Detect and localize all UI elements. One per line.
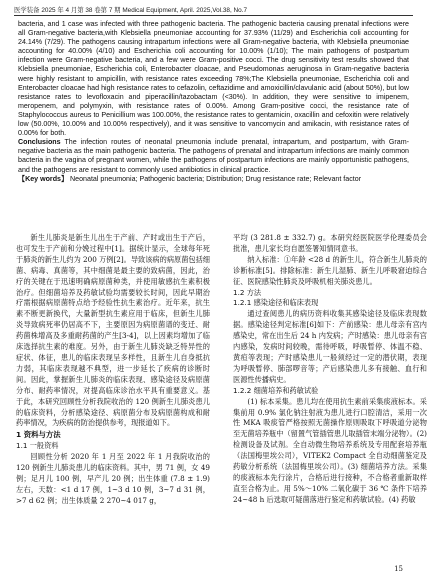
section-heading-materials-methods: 1 资料与方法 <box>16 430 61 440</box>
abstract-conclusions <box>18 138 409 174</box>
conclusions-label: Conclusions <box>18 138 61 147</box>
header-divider <box>14 15 413 16</box>
right-column <box>233 233 427 563</box>
infection-routes-paragraph: 通过查阅患儿的病历资料收集其感染途径及临床表现数据。感染途径判定标准[6]如下：产前感染：患儿母亲有宫内感染史，常在出生后 24 h 内发病；产时感染：患儿母亲有宫内感染，发病时间较晚，需待呼吸，呼吸暂停、体温不稳、黄疸等表现；产时感染患儿一般须经过一定的潜伏期，表现为呼吸暂停、肺部啰音等；产后感染患儿多有接触、血行和医源性传播病史。 <box>233 309 427 384</box>
english-abstract <box>18 20 409 184</box>
body-columns <box>14 233 427 563</box>
intro-paragraph: 新生儿肺炎是新生儿出生于产前、产时或出生于产后，也可发生于产前和分娩过程中[1]。据统计显示，全球每年死于肺炎的新生儿约为 200 万例[2]。导致该病的病原菌包括细菌、病毒、真菌等，其中细菌是最主要的致病菌，因此，治疗的关键在于迅速明确病原菌种类，并使用敏感抗生素积极治疗。但细菌培养及药敏试验均需要较长时间，因此早期治疗需根据病原菌特点给予经验性抗生素治疗。近年来，抗生素不断更新换代，大量新型抗生素应用于临床，但新生儿肺炎导致病死率仍居高不下，主要原因为病原菌谱的变迁、耐药菌株增高及多重耐药菌的产生[3-4]，以上因素均增加了临床选择抗生素的难度。另外，由于新生儿肺炎缺乏特异性的症状、体征，患儿的临床表现呈多样性，且新生儿自身抵抗力弱，其临床表现越不典型，进一步延长了疾病的诊断时间。因此，掌握新生儿肺炎的临床表现、感染途径及病原菌分布、耐药率情况，对提高临床诊治水平具有重要意义。基于此，本研究回顾性分析我院收治的 120 例新生儿肺炎患儿的临床资料，分析感染途径、病原菌分布及病原菌构成和耐药率情况，为疾病的防治提供参考，现报道如下。 <box>16 233 210 428</box>
conclusions-text: The infection routes of neonatal pneumonia include prenatal, intrapartum, and postpartum, with Gram-negative bacteria as the main pathogenic bacteria. The pathogens of prenatal and intrapartum infections are mainly common bacteria in the vagina of pregnant women, while the pathogens of postpartum infections are mainly opportunistic pathogens, and the pathogens are resistant to commonly used antibiotics in clinical practice. <box>18 138 409 174</box>
left-column <box>16 233 210 563</box>
culture-paragraph: (1) 标本采集。患儿均在使用抗生素前采集痰液标本。采集前用 0.9% 氯化钠注射液为患儿进行口腔清洁，采用一次性 MKA 吸痰管严格按照无菌操作原则吸取下呼吸道分泌物至无菌培养瓶中（留置气管插管患儿取插管末端分泌物）。(2) 检测设备及试剂。全自动微生物培养系统及专用配套培养瓶（法国梅里埃公司），VITEK2 Compact 全自动细菌鉴定及药敏分析系统（法国梅里埃公司）。(3) 细菌培养方法。采集的痰液标本先行涂片，合格后进行接种，不合格者重新取样直至合格为止。用 5%～10% 二氧化碳于 36 ℃ 条件下培养 24~48 h 后选取可疑菌落进行鉴定和药敏试验。(4) 药敏 <box>233 396 427 504</box>
abstract-keywords <box>18 175 409 184</box>
general-data-paragraph: 回顾性分析 2020 年 1 月至 2022 年 1 月我院收治的 120 例新生儿肺炎患儿的临床资料。其中，男 71 例，女 49 例；足月儿 100 例，早产儿 20 例；出生体重 (7.8 ± 1.9) 左右，天数：<1 d 17 例，1~3 d 10 例，3~7 d 31 例，>7 d 62 例；出生体质量 2 270~4 017 g， <box>16 452 210 505</box>
subsubsection-heading-infection-routes: 1.2.1 感染途径和临床表现 <box>233 298 319 308</box>
subsubsection-heading-culture: 1.2.2 细菌培养和药敏试验 <box>233 385 319 395</box>
general-data-continued: 平均 (3 281.8 ± 332.7) g。本研究经医院医学伦理委员会批准，患儿家长均自愿签署知情同意书。 <box>233 233 427 253</box>
running-header: 医学装备 2025 年 4 月第 38 卷第 7 期 Medical Equipment, April. 2025,Vol.38, No.7 <box>14 7 248 14</box>
subsection-heading-general-data: 1.1 一般资料 <box>16 441 59 451</box>
criteria-paragraph: 纳入标准：①年龄 <28 d 的新生儿，符合新生儿肺炎的诊断标准[5]。排除标准：新生儿湿肺、新生儿呼吸窘迫综合征、医院感染性肺炎及呼吸机相关肺炎患儿。 <box>233 254 427 286</box>
page-number: 15 <box>394 565 403 573</box>
keywords-text: Neonatal pneumonia; Pathogenic bacteria; Distribution; Drug resistance rate; Relevant factor <box>70 174 362 183</box>
abstract-body: bacteria, and 1 case was infected with three pathogenic bacteria. The pathogenic bacteria causing prenatal infections were all Gram-negative bacteria,with Klebsiella pneumoniae accounting for 37.93% (11/29) and Escherichia coli accounting for 24.14% (7/29). The pathogens causing intrapartum infections were all Gram-negative bacteria, with Klebsiella pneumoniae accounting for 40.00% (4/10) and Escherichia coli accounting for 10.00% (1/10); The main pathogens of postpartum infection were Gram-negative bacteria, and a few were Gram-positive cocci. The drug sensitivity test results showed that Klebsiella pneumoniae, Escherichia coli, Enterobacter cloacae, and Pseudomonas aeruginosa in Gram-negative bacteria were highly resistant to ampicillin, with resistance rates exceeding 78%;The Klebsiella pneumoniae, Escherichia coli and Enterobacter cloacae had high resistance rates to cefazolin, ceftazidime and amoxicillin/clavulanic acid (about 50%), but low resistance rates to levofloxacin and piperacillin/tazobactam (<30%). In addition, they were sensitive to imipenem, meropenem, and polymyxin, with resistance rates of 0.00%. Among Gram-positive cocci, the resistance rate of Staphylococcus aureus to Penicillium was 100.00%, the resistance rates to gentamicin, oxacillin and cefoxitin were relatively low (50.00%, 10.00% and 10.00% respectively), and it was sensitive to vancomycin and amikacin, with resistance rates of 0.00% for both. <box>18 20 409 138</box>
keywords-label: 【Key words】 <box>18 174 69 183</box>
subsection-heading-methods: 1.2 方法 <box>233 287 262 297</box>
